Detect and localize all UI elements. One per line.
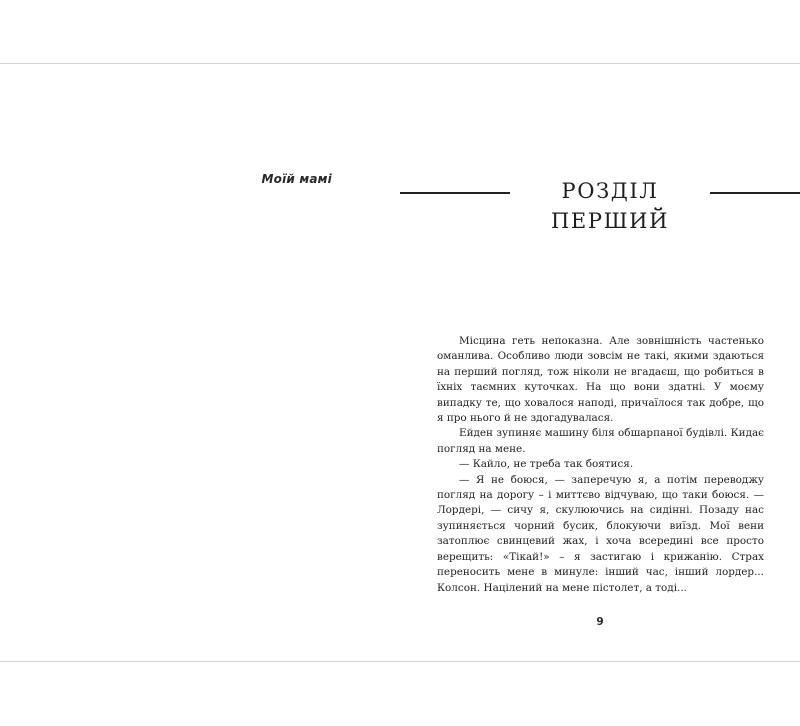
chapter-title: РОЗДІЛ ПЕРШИЙ bbox=[510, 176, 710, 236]
left-page bbox=[0, 64, 400, 661]
paragraph: — Кайло, не треба так боятися. bbox=[459, 458, 634, 471]
dedication: Моїй мамі bbox=[261, 172, 332, 186]
book-spread bbox=[0, 63, 800, 662]
page-number: 9 bbox=[596, 616, 604, 628]
body-text bbox=[437, 334, 764, 596]
right-page bbox=[400, 64, 800, 661]
paragraph: — Я не боюся, — заперечую я, а потім переводжу погляд на дорогу – і миттєво відчуваю, що таки боюся. — Лордері, — сичу я, скулюючись на сидінні. Позаду нас зупиняється чорний бусик, блокуючи виїзд. Мої вени затоплює свинцевий жах, і хоча всередині все просто верещить: «Тікай!» – я застигаю і крижанію. Страх переносить мене в минуле: інший час, інший лордер... Колсон. Націлений на мене пістолет, а тоді... bbox=[437, 473, 764, 594]
paragraph: Місцина геть непоказна. Але зовнішність частенько оманлива. Особливо люди зовсім не такі, якими здаються на перший погляд, тож ніколи не вгадаєш, що робиться в їхніх таємних куточках. На що вони здатні. У моєму випадку те, що ховалося наподі, причаїлося так добре, що я про нього й не здогадувалася. bbox=[437, 335, 764, 425]
paragraph: Ейден зупиняє машину біля обшарпаної будівлі. Кидає погляд на мене. bbox=[437, 427, 764, 455]
